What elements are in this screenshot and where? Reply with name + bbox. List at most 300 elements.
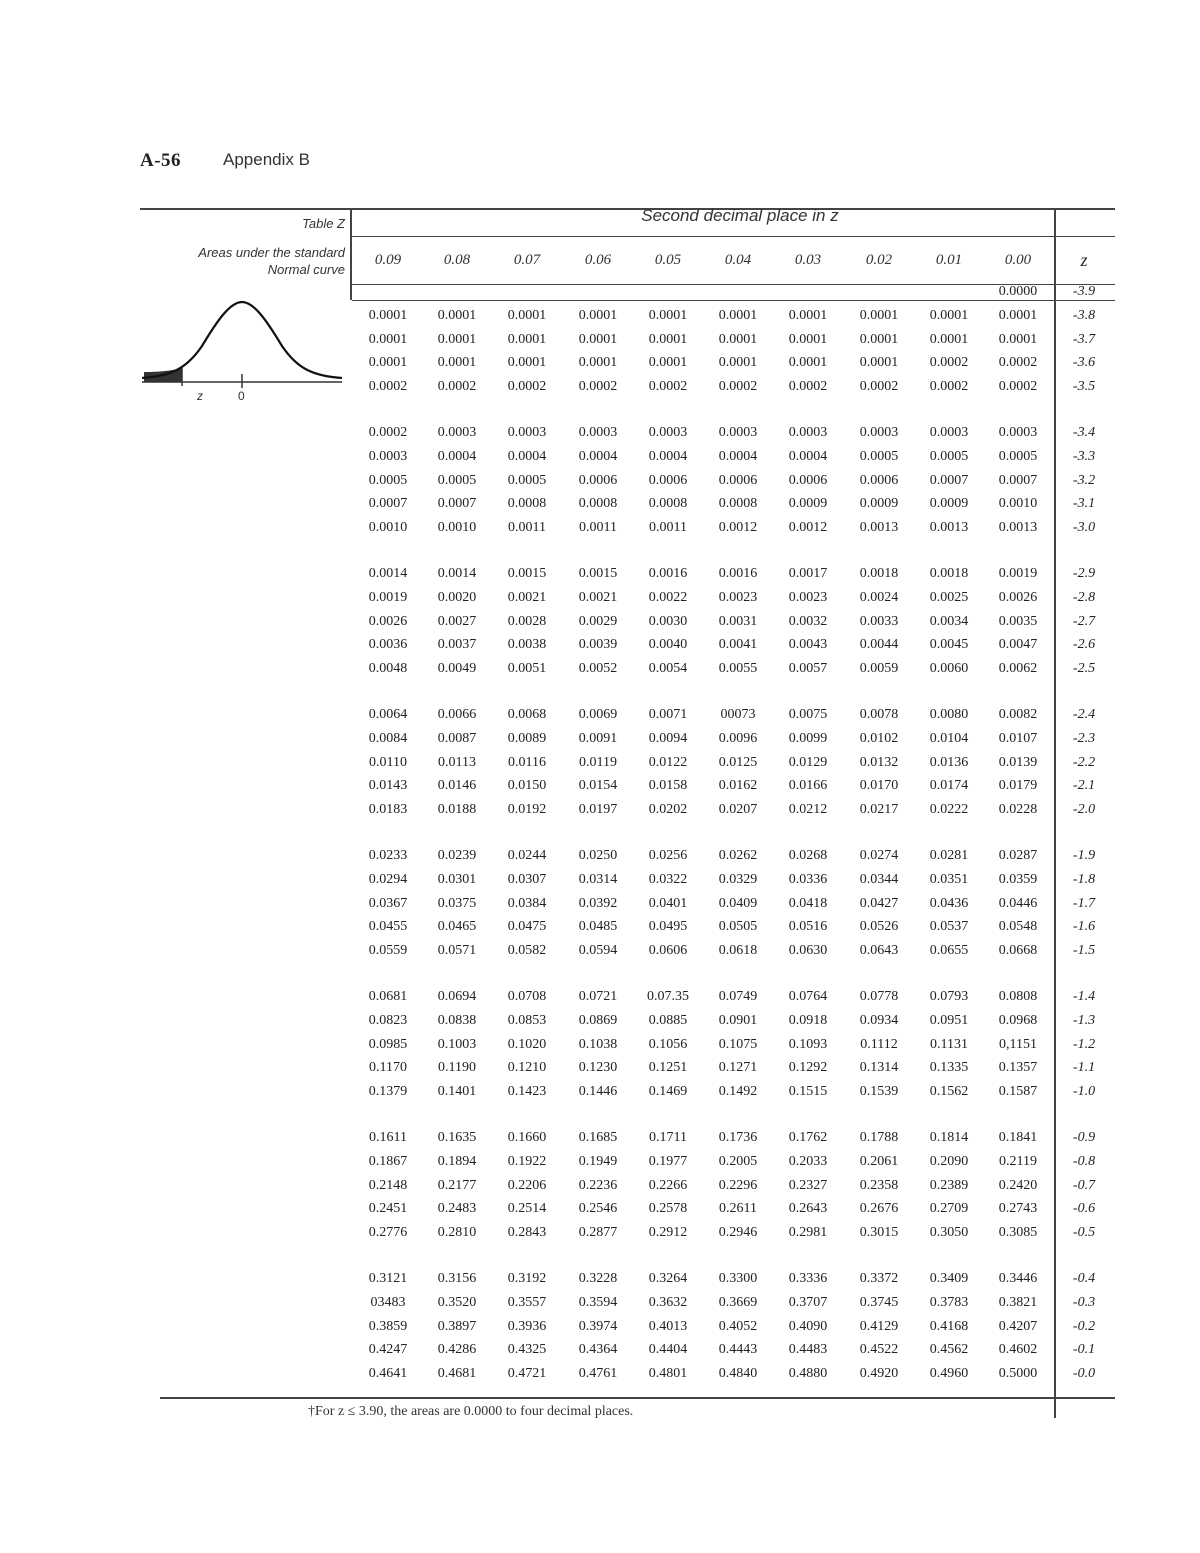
table-cell: 0.0233	[368, 848, 408, 864]
table-cell: 0.0001	[648, 355, 688, 371]
table-cell: 0.0005	[998, 449, 1038, 464]
table-cell: 03483	[370, 1295, 406, 1310]
table-cell: 0.0001	[437, 331, 477, 347]
table-cell: 0.0078	[859, 707, 899, 723]
table-cell: 0.0571	[437, 942, 477, 958]
table-cell: 0.1867	[368, 1154, 408, 1169]
table-cell: 0.0015	[507, 566, 547, 582]
table-cell: 0.0025	[929, 590, 969, 605]
table-cell: 0.0001	[859, 308, 899, 323]
table-cell: 0.0001	[718, 331, 758, 347]
z-column-header: z	[1080, 250, 1088, 270]
table-cell: 0.1292	[788, 1060, 828, 1076]
table-cell: 0.0250	[578, 848, 618, 864]
z-row-label: -0.7	[1072, 1177, 1096, 1193]
table-cell: 0.0008	[578, 496, 618, 512]
table-cell: 0.1660	[507, 1130, 547, 1146]
table-cell: 0.0005	[368, 472, 408, 488]
table-cell: 0.0001	[368, 308, 408, 323]
table-cell: 0.0003	[507, 425, 547, 441]
table-cell: 0.0096	[718, 731, 758, 746]
z-row-label: -3.1	[1072, 496, 1096, 512]
table-cell: 0.0170	[859, 778, 899, 794]
table-cell: 0.0014	[437, 566, 477, 582]
table-cell: 0.0125	[718, 754, 758, 770]
column-header: 0.06	[584, 252, 612, 268]
table-cell: 0.1762	[788, 1130, 828, 1146]
table-cell: 0.0094	[648, 731, 688, 746]
table-cell: 0.4013	[648, 1318, 688, 1334]
table-cell: 0.0007	[368, 496, 408, 512]
table-cell: 0.0721	[578, 989, 618, 1005]
table-cell: 0.4761	[578, 1365, 618, 1381]
table-cell: 0.3974	[578, 1318, 618, 1334]
table-cell: 0.4562	[929, 1342, 969, 1358]
table-cell: 0.4168	[929, 1318, 969, 1334]
table-cell: 0.1977	[648, 1154, 688, 1169]
table-cell: 0.3897	[437, 1318, 477, 1334]
z-row-label: -1.7	[1072, 895, 1096, 911]
z-row-label: -2.9	[1072, 566, 1096, 582]
table-cell: 0.0001	[648, 331, 688, 347]
table-cell: 0.0132	[859, 754, 899, 770]
table-cell: 0.0401	[648, 895, 688, 911]
table-cell: 0.0038	[507, 637, 547, 653]
table-cell: 0.0060	[929, 660, 969, 676]
table-cell: 0.1446	[578, 1083, 618, 1099]
table-cell: 0.0030	[648, 613, 688, 629]
table-cell: 0.2005	[718, 1154, 758, 1169]
table-cell: 0.0228	[998, 801, 1038, 817]
table-cell: 0.2206	[507, 1177, 547, 1193]
table-cell: 0.0047	[998, 637, 1038, 653]
table-cell: 0.3085	[998, 1224, 1038, 1240]
table-cell: 0.4443	[718, 1342, 758, 1358]
table-cell: 0.4960	[929, 1365, 969, 1381]
table-cell: 0.0694	[437, 989, 477, 1005]
table-cell: 0.0007	[437, 496, 477, 512]
table-cell: 0.0082	[998, 707, 1038, 723]
table-cell: 0.0057	[788, 660, 828, 676]
table-cell: 0.0001	[578, 331, 618, 347]
table-cell: 0.4920	[859, 1365, 899, 1381]
table-cell: 0.0455	[368, 919, 408, 935]
table-cell: 0.0004	[648, 449, 688, 464]
table-cell: 0.0162	[718, 778, 758, 794]
z-row-label: -1.0	[1072, 1083, 1096, 1099]
table-cell: 0.2389	[929, 1177, 969, 1193]
table-cell: 0.1314	[859, 1060, 899, 1076]
table-cell: 0.0274	[859, 848, 899, 864]
z-row-label: -2.5	[1072, 660, 1096, 676]
table-cell: 0.0197	[578, 801, 618, 817]
z-row-label: -1.8	[1072, 872, 1096, 887]
table-cell: 0.0001	[718, 355, 758, 371]
z-row-label: -2.1	[1072, 778, 1096, 794]
table-cell: 0.1401	[437, 1083, 477, 1099]
table-cell: 0.0139	[998, 754, 1038, 770]
table-cell: 0.0084	[368, 731, 408, 746]
z-row-label: -0.2	[1072, 1318, 1096, 1334]
table-cell: 0.0367	[368, 895, 408, 911]
table-cell: 0.0016	[648, 566, 688, 582]
column-header: 0.09	[374, 252, 402, 268]
table-cell: 0.0004	[718, 449, 758, 464]
table-cell: 0.0329	[718, 872, 758, 887]
table-cell: 0.4207	[998, 1318, 1038, 1334]
table-cell: 0.4483	[788, 1342, 828, 1358]
table-cell: 0.0559	[368, 942, 408, 958]
table-cell: 0.2514	[507, 1201, 547, 1217]
z-row-label: -1.6	[1072, 919, 1096, 935]
table-cell: 0.0002	[929, 355, 969, 371]
table-cell: 0.0436	[929, 895, 969, 911]
table-cell: 0.0029	[578, 613, 618, 629]
table-cell: 0.0017	[788, 566, 828, 582]
table-cell: 0.0003	[859, 425, 899, 441]
table-cell: 0.0485	[578, 919, 618, 935]
z-row-label: -2.8	[1072, 590, 1096, 605]
z-row-label: -0.6	[1072, 1201, 1096, 1217]
table-cell: 0.0808	[998, 989, 1038, 1005]
table-cell: 0.0301	[437, 872, 477, 887]
table-cell: 0.0001	[929, 308, 969, 323]
table-cell: 0.0071	[648, 707, 688, 723]
z-row-label: -1.1	[1072, 1060, 1096, 1076]
table-cell: 0.1038	[578, 1036, 618, 1052]
table-cell: 0.0505	[718, 919, 758, 935]
table-cell: 0.3409	[929, 1271, 969, 1287]
table-cell: 0.0823	[368, 1013, 408, 1028]
table-cell: 0.3264	[648, 1271, 688, 1287]
table-cell: 0.3446	[998, 1271, 1038, 1287]
table-cell: 0.0885	[648, 1013, 688, 1028]
table-cell: 0.0024	[859, 590, 899, 605]
table-cell: 0.0136	[929, 754, 969, 770]
table-cell: 0.0018	[929, 566, 969, 582]
z-row-label: -2.6	[1072, 637, 1096, 653]
table-cell: 0.1562	[929, 1083, 969, 1099]
table-cell: 0.0606	[648, 942, 688, 958]
table-cell: 0.2946	[718, 1224, 758, 1240]
table-cell: 0.0005	[437, 472, 477, 488]
table-cell: 0.0778	[859, 989, 899, 1005]
table-cell: 0.0026	[368, 613, 408, 629]
table-cell: 0.0495	[648, 919, 688, 935]
table-cell: 0.0037	[437, 637, 477, 653]
table-cell: 0.2743	[998, 1201, 1038, 1217]
table-cell: 0.0951	[929, 1013, 969, 1028]
table-cell: 0.2119	[999, 1154, 1037, 1169]
table-cell: 0.4404	[648, 1342, 688, 1358]
table-cell: 0.3050	[929, 1224, 969, 1240]
z-row-label: -3.9	[1072, 284, 1096, 299]
table-cell: 0.3783	[929, 1295, 969, 1310]
z-row-label: -3.2	[1072, 472, 1096, 488]
table-cell: 0.1711	[649, 1130, 687, 1146]
table-cell: 0.0010	[998, 496, 1038, 512]
table-cell: 0.1131	[930, 1036, 968, 1052]
table-cell: 0.0001	[507, 331, 547, 347]
table-cell: 0.0004	[437, 449, 477, 464]
z-row-label: -2.0	[1072, 801, 1096, 817]
table-cell: 0.0934	[859, 1013, 899, 1028]
table-cell: 0.4681	[437, 1365, 477, 1381]
table-cell: 0.0008	[648, 496, 688, 512]
table-cell: 0.2578	[648, 1201, 688, 1217]
table-cell: 0.0002	[998, 378, 1038, 394]
table-cell: 0.2033	[788, 1154, 828, 1169]
z-row-label: -2.4	[1072, 707, 1096, 723]
table-cell: 0.2643	[788, 1201, 828, 1217]
table-cell: 0.0010	[437, 519, 477, 535]
table-cell: 0.07.35	[647, 989, 689, 1005]
table-cell: 0.1539	[859, 1083, 899, 1099]
table-cell: 0.0026	[998, 590, 1038, 605]
table-cell: 0.2148	[368, 1177, 408, 1193]
table-cell: 0.2676	[859, 1201, 899, 1217]
table-cell: 0.0901	[718, 1013, 758, 1028]
column-header: 0.00	[1004, 252, 1032, 268]
table-cell: 0.0174	[929, 778, 969, 794]
table-cell: 0.0427	[859, 895, 899, 911]
table-cell: 0.0618	[718, 942, 758, 958]
table-cell: 0.2420	[998, 1177, 1038, 1193]
z-row-label: -1.2	[1072, 1036, 1096, 1052]
table-cell: 0.0013	[859, 519, 899, 535]
table-cell: 0.3192	[507, 1271, 547, 1287]
z-row-label: -1.4	[1072, 989, 1096, 1005]
table-cell: 0.4286	[437, 1342, 477, 1358]
table-cell: 0.1230	[578, 1060, 618, 1076]
table-cell: 0.0089	[507, 731, 547, 746]
table-cell: 0.0001	[788, 355, 828, 371]
table-cell: 0.0003	[578, 425, 618, 441]
table-cell: 0.1736	[718, 1130, 758, 1146]
table-cell: 0.0001	[998, 308, 1038, 323]
table-cell: 0.4602	[998, 1342, 1038, 1358]
table-cell: 0.1949	[578, 1154, 618, 1169]
table-cell: 0.0045	[929, 637, 969, 653]
table-cell: 0.0537	[929, 919, 969, 935]
table-cell: 0.0039	[578, 637, 618, 653]
z-row-label: -3.6	[1072, 355, 1096, 371]
table-cell: 0.0392	[578, 895, 618, 911]
table-cell: 0.0475	[507, 919, 547, 935]
bottom-rule	[160, 1397, 1115, 1399]
table-cell: 0.0059	[859, 660, 899, 676]
table-cell: 0.0122	[648, 754, 688, 770]
table-cell: 0.0011	[508, 519, 546, 535]
z-row-label: -2.2	[1072, 754, 1096, 770]
table-cell: 0.2236	[578, 1177, 618, 1193]
table-cell: 0.4641	[368, 1365, 408, 1381]
table-cell: 0.0256	[648, 848, 688, 864]
table-cell: 0,1151	[999, 1036, 1037, 1052]
table-cell: 0.2843	[507, 1224, 547, 1240]
table-cell: 0.0018	[859, 566, 899, 582]
table-cell: 0.0036	[368, 637, 408, 653]
table-cell: 0.0002	[648, 378, 688, 394]
table-cell: 0.0002	[578, 378, 618, 394]
table-cell: 0.1170	[369, 1060, 407, 1076]
table-cell: 0.0002	[998, 355, 1038, 371]
table-cell: 0.0043	[788, 637, 828, 653]
table-cell: 0.0207	[718, 801, 758, 817]
z-row-label: -2.7	[1072, 613, 1096, 629]
table-cell: 0.4364	[578, 1342, 618, 1358]
table-cell: 0.2709	[929, 1201, 969, 1217]
table-cell: 0.0594	[578, 942, 618, 958]
table-cell: 0.0002	[788, 378, 828, 394]
table-cell: 0.0239	[437, 848, 477, 864]
footnote: †For z ≤ 3.90, the areas are 0.0000 to four decimal places.	[308, 1404, 634, 1419]
table-cell: 0.0838	[437, 1013, 477, 1028]
table-cell: 0.0001	[859, 331, 899, 347]
table-cell: 0.1335	[929, 1060, 969, 1076]
table-cell: 0.0051	[507, 660, 547, 676]
table-cell: 0.0087	[437, 731, 477, 746]
table-cell: 0.0643	[859, 942, 899, 958]
z-row-label: -3.7	[1072, 331, 1096, 347]
table-cell: 0.0019	[368, 590, 408, 605]
table-cell: 0.0091	[578, 731, 618, 746]
table-cell: 0.0004	[578, 449, 618, 464]
table-cell: 0.0116	[508, 754, 546, 770]
table-cell: 0.0268	[788, 848, 828, 864]
table-cell: 0.0002	[437, 378, 477, 394]
table-cell: 0.0069	[578, 707, 618, 723]
table-cell: 0.0188	[437, 801, 477, 817]
table-cell: 0.0307	[507, 872, 547, 887]
table-cell: 0.0021	[578, 590, 618, 605]
table-cell: 0.0003	[718, 425, 758, 441]
table-cell: 0.0055	[718, 660, 758, 676]
table-cell: 0.0012	[788, 519, 828, 535]
column-header: 0.01	[935, 252, 963, 268]
table-cell: 0.1635	[437, 1130, 477, 1146]
z-row-label: -3.8	[1072, 308, 1096, 323]
table-cell: 0.0006	[718, 472, 758, 488]
table-cell: 0.0003	[648, 425, 688, 441]
table-cell: 0.0011	[649, 519, 687, 535]
left-table-rule	[350, 208, 352, 300]
table-cell: 0.0001	[859, 355, 899, 371]
table-cell: 0.0099	[788, 731, 828, 746]
table-cell: 0.0212	[788, 801, 828, 817]
table-cell: 0.0020	[437, 590, 477, 605]
table-cell: 0.0708	[507, 989, 547, 1005]
table-cell: 0.0968	[998, 1013, 1038, 1028]
table-cell: 0.2266	[648, 1177, 688, 1193]
table-cell: 0.0446	[998, 895, 1038, 911]
column-header: 0.05	[654, 252, 682, 268]
table-cell: 0.0314	[578, 872, 618, 887]
table-cell: 0.0001	[368, 331, 408, 347]
table-cell: 0.0032	[788, 613, 828, 629]
table-cell: 0.0003	[788, 425, 828, 441]
table-cell: 0.2981	[788, 1224, 828, 1240]
table-cell: 0.1814	[929, 1130, 969, 1146]
table-cell: 0.0359	[998, 872, 1038, 887]
table-cell: 0.0418	[788, 895, 828, 911]
table-cell: 0.0064	[368, 707, 408, 723]
column-header: 0.08	[443, 252, 471, 268]
table-cell: 0.0000	[998, 284, 1038, 299]
table-cell: 0.0007	[998, 472, 1038, 488]
table-cell: 0.3821	[998, 1295, 1038, 1310]
table-cell: 0.0409	[718, 895, 758, 911]
table-cell: 0.0009	[859, 496, 899, 512]
z-row-label: -3.4	[1072, 425, 1096, 441]
table-cell: 0.0465	[437, 919, 477, 935]
z-row-label: -3.3	[1072, 449, 1096, 464]
page-number: A-56	[140, 150, 182, 171]
table-cell: 0.0516	[788, 919, 828, 935]
table-cell: 0.1112	[860, 1036, 898, 1052]
table-cell: 0.0054	[648, 660, 688, 676]
table-cell: 0.4129	[859, 1318, 899, 1334]
z-row-label: -3.5	[1072, 378, 1096, 394]
table-cell: 0.1190	[438, 1060, 476, 1076]
table-cell: 0.0681	[368, 989, 408, 1005]
table-cell: 0.2061	[859, 1154, 899, 1169]
table-cell: 0.3707	[788, 1295, 828, 1310]
table-cell: 0.4247	[368, 1342, 408, 1358]
normal-curve-figure	[142, 296, 342, 406]
z-row-label: -2.3	[1072, 731, 1096, 746]
table-cell: 0.0006	[648, 472, 688, 488]
table-cell: 0.1020	[507, 1036, 547, 1052]
table-cell: 0.0035	[998, 613, 1038, 629]
table-cell: 0.0630	[788, 942, 828, 958]
table-cell: 0.4880	[788, 1365, 828, 1381]
table-cell: 0.0655	[929, 942, 969, 958]
table-cell: 0.0344	[859, 872, 899, 887]
table-cell: 0.3859	[368, 1318, 408, 1334]
table-cell: 0.0011	[579, 519, 617, 535]
table-cell: 0.1056	[648, 1036, 688, 1052]
table-cell: 0.0013	[929, 519, 969, 535]
z-row-label: -1.3	[1072, 1013, 1096, 1028]
table-cell: 0.4801	[648, 1365, 688, 1381]
table-cell: 0.0582	[507, 942, 547, 958]
table-cell: 0.0322	[648, 872, 688, 887]
z-axis-label: z	[197, 389, 203, 403]
table-cell: 0.0146	[437, 778, 477, 794]
column-header: 0.07	[513, 252, 541, 268]
table-cell: 0.0022	[648, 590, 688, 605]
table-cell: 0.0023	[718, 590, 758, 605]
table-cell: 0.3936	[507, 1318, 547, 1334]
table-cell: 0.0113	[438, 754, 476, 770]
table-cell: 0.1788	[859, 1130, 899, 1146]
table-cell: 0.1894	[437, 1154, 477, 1169]
table-cell: 0.2090	[929, 1154, 969, 1169]
table-cell: 0.3156	[437, 1271, 477, 1287]
table-cell: 0.1423	[507, 1083, 547, 1099]
table-cell: 0.0016	[718, 566, 758, 582]
table-cell: 0.0013	[998, 519, 1038, 535]
table-cell: 0.0048	[368, 660, 408, 676]
table-description	[170, 244, 345, 278]
table-cell: 0.1469	[648, 1083, 688, 1099]
table-cell: 0.0019	[998, 566, 1038, 582]
table-cell: 0.4052	[718, 1318, 758, 1334]
table-cell: 0.0003	[998, 425, 1038, 441]
table-cell: 0.2358	[859, 1177, 899, 1193]
table-cell: 0.0027	[437, 613, 477, 629]
